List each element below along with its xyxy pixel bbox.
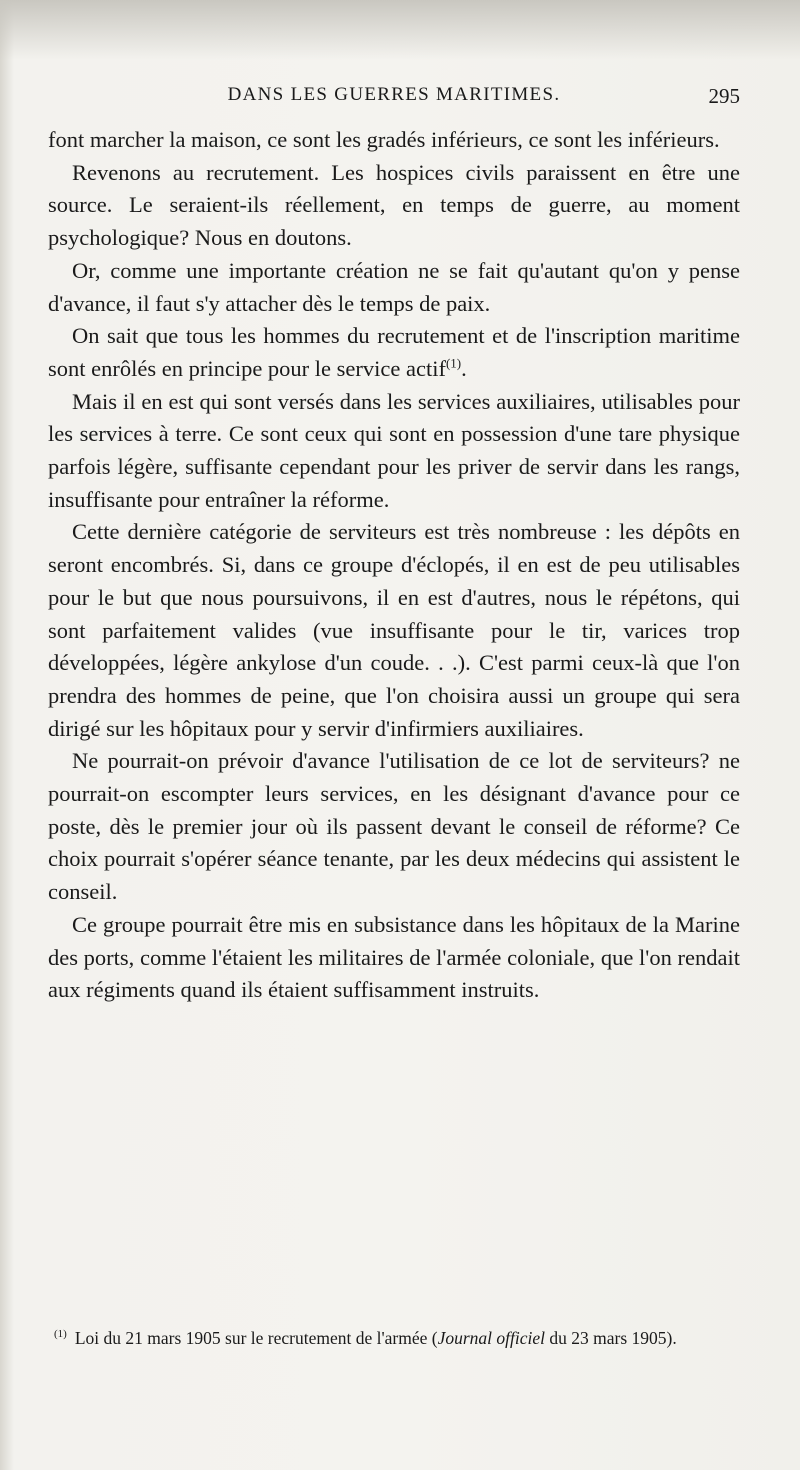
- paragraph: Cette dernière catégorie de serviteurs est très nombreuse : les dépôts en seront encombrés. Si, dans ce groupe d'éclopés, il en est de peu utilisables pour le but que nous poursuivons, il en est d'autres, nous le répétons, qui sont parfaitement valides (vue insuffisante pour le tir, varices trop développées, légère ankylose d'un coude. . .). C'est parmi ceux-là que l'on prendra des hommes de peine, que l'on choisira aussi un groupe qui sera dirigé sur les hôpitaux pour y servir d'infirmiers auxiliaires.: [48, 519, 740, 741]
- running-title: DANS LES GUERRES MARITIMES.: [227, 84, 561, 105]
- body-text: [48, 124, 740, 1007]
- footnote-reference: (1): [445, 355, 462, 371]
- paragraph: Or, comme une importante création ne se fait qu'autant qu'on y pense d'avance, il faut s'y attacher dès le temps de paix.: [48, 257, 740, 316]
- paragraph: Revenons au recrutement. Les hospices civils paraissent en être une source. Le seraient-ils réellement, en temps de guerre, au moment psychologique? Nous en doutons.: [48, 159, 740, 251]
- paragraph: Ce groupe pourrait être mis en subsistance dans les hôpitaux de la Marine des ports, comme l'étaient les militaires de l'armée coloniale, que l'on rendait aux régiments quand ils étaient suffisamment instruits.: [48, 911, 740, 1003]
- footnote-mark: (1): [54, 1328, 67, 1341]
- running-head: [48, 84, 740, 116]
- paragraph-text: On sait que tous les hommes du recrutement et de l'inscription maritime sont enrôlés en principe pour le service actif: [48, 323, 740, 381]
- footnote-text-end: du 23 mars 1905).: [545, 1328, 677, 1348]
- paragraph: Ne pourrait-on prévoir d'avance l'utilisation de ce lot de serviteurs? ne pourrait-on escompter leurs services, en les désignant d'avance pour ce poste, dès le premier jour où ils passent devant le conseil de réforme? Ce choix pourrait s'opérer séance tenante, par les deux médecins qui assistent le conseil.: [48, 748, 740, 905]
- footnote-source: Journal officiel: [437, 1328, 545, 1348]
- footnote-text: Loi du 21 mars 1905 sur le recrutement de l'armée (: [74, 1328, 438, 1348]
- paragraph-end: .: [461, 355, 467, 381]
- paragraph: font marcher la maison, ce sont les gradés inférieurs, ce sont les inférieurs.: [48, 127, 720, 152]
- paragraph-with-footnote: [48, 320, 740, 385]
- footnote: [48, 1326, 740, 1351]
- page-number: 295: [708, 84, 740, 108]
- paragraph: Mais il en est qui sont versés dans les services auxiliaires, utilisables pour les services à terre. Ce sont ceux qui sont en possession d'une tare physique parfois légère, suffisante cependant pour les priver de servir dans les rangs, insuffisante pour entraîner la réforme.: [48, 388, 740, 512]
